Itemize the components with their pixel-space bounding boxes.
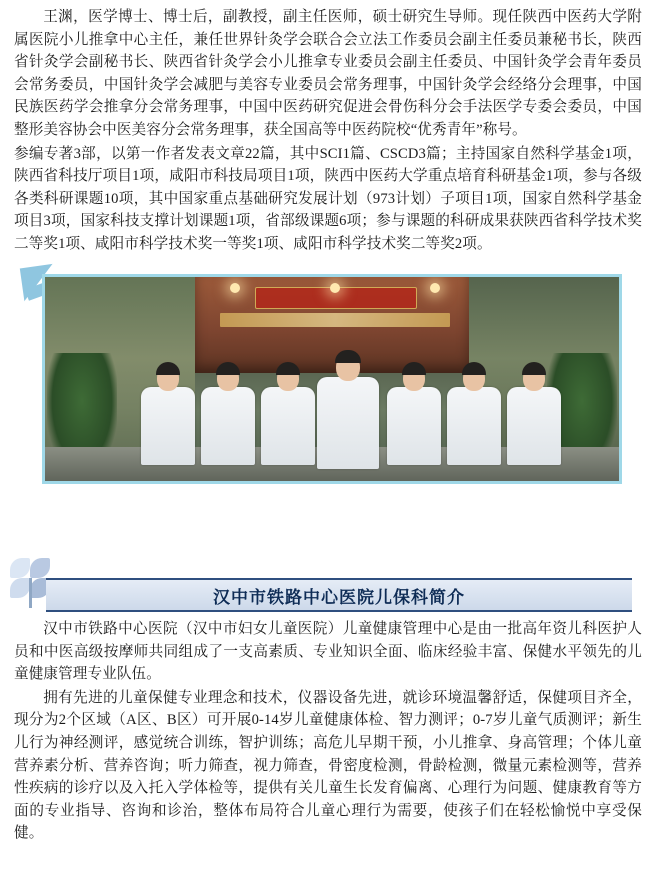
photo-person — [261, 361, 315, 465]
section-title: 汉中市铁路中心医院儿保科简介 — [213, 587, 465, 607]
photo-ceiling-lamp — [330, 283, 340, 293]
photo-gold-plaque — [220, 313, 450, 327]
bio-paragraph-1: 王渊，医学博士、博士后，副教授，副主任医师，硕士研究生导师。现任陕西中医药大学附属医院小儿推拿中心主任，兼任世界针灸学会联合会立法工作委员会副主任委员兼秘书长，陕西省针灸学会副秘书长、陕西省针灸学会小儿推拿专业委员会副主任委员、中国针灸学会青年委员会常务委员，中国针灸学会减肥与美容专业委员会常务理事，中国针灸学会经络分会理事，中国民族医药学会推拿分会常务理事，中国中医药研究促进会骨伤科分会手法医学专委会委员，中国整形美容协会中医美容分会常务理事，获全国高等中医药院校“优秀青年”称号。 — [14, 9, 642, 138]
team-photo — [42, 274, 622, 484]
photo-person — [387, 361, 441, 465]
photo-ceiling-lamp — [230, 283, 240, 293]
photo-person — [447, 361, 501, 465]
section-title-bar — [46, 578, 632, 612]
photo-block — [14, 266, 642, 492]
photo-person — [507, 361, 561, 465]
photo-ceiling-lamp — [430, 283, 440, 293]
section-paragraph-2: 拥有先进的儿童保健专业理念和技术，仪器设备先进，就诊环境温馨舒适，保健项目齐全，现分为2个区域（A区、B区）可开展0-14岁儿童健康体检、智力测评；0-7岁儿童气质测评；新生儿行为神经测评，感觉统合训练，智护训练；高危儿早期干预，小儿推拿、身高管理；个体儿童营养素分析、营养咨询；听力筛查，视力筛查，骨密度检测，骨龄检测，微量元素检测等，营养性疾病的诊疗以及入托入学体检等，提供有关儿童生长发育偏离、心理行为问题、健康教育等方面的专业指导、咨询和诊治，整体布局符合儿童心理行为需要，使孩子们在轻松愉悦中享受保健。 — [14, 689, 642, 842]
photo-person — [141, 361, 195, 465]
section-body — [14, 618, 642, 846]
photo-person — [201, 361, 255, 465]
bio-paragraph-2: 参编专著3部，以第一作者发表文章22篇，其中SCI1篇、CSCD3篇；主持国家自然科学基金1项，陕西省科技厅项目1项，咸阳市科技局项目1项，陕西中医药大学重点培育科研基金1项，参与各级各类科研课题10项，其中国家重点基础研究发展计划（973计划）子项目1项，国家自然科学基金项目3项，国家科技支撑计划课题1项，省部级课题6项；参与课题的科研成果获陕西省科学技术奖二等奖1项、咸阳市科学技术奖一等奖1项、咸阳市科学技术奖二等奖2项。 — [14, 145, 642, 252]
section-paragraph-1: 汉中市铁路中心医院（汉中市妇女儿童医院）儿童健康管理中心是由一批高年资儿科医护人员和中医高级按摩师共同组成了一支高素质、专业知识全面、临床经验丰富、保健水平领先的儿童健康管理专业队伍。 — [14, 621, 642, 683]
photo-person-center — [317, 351, 379, 469]
